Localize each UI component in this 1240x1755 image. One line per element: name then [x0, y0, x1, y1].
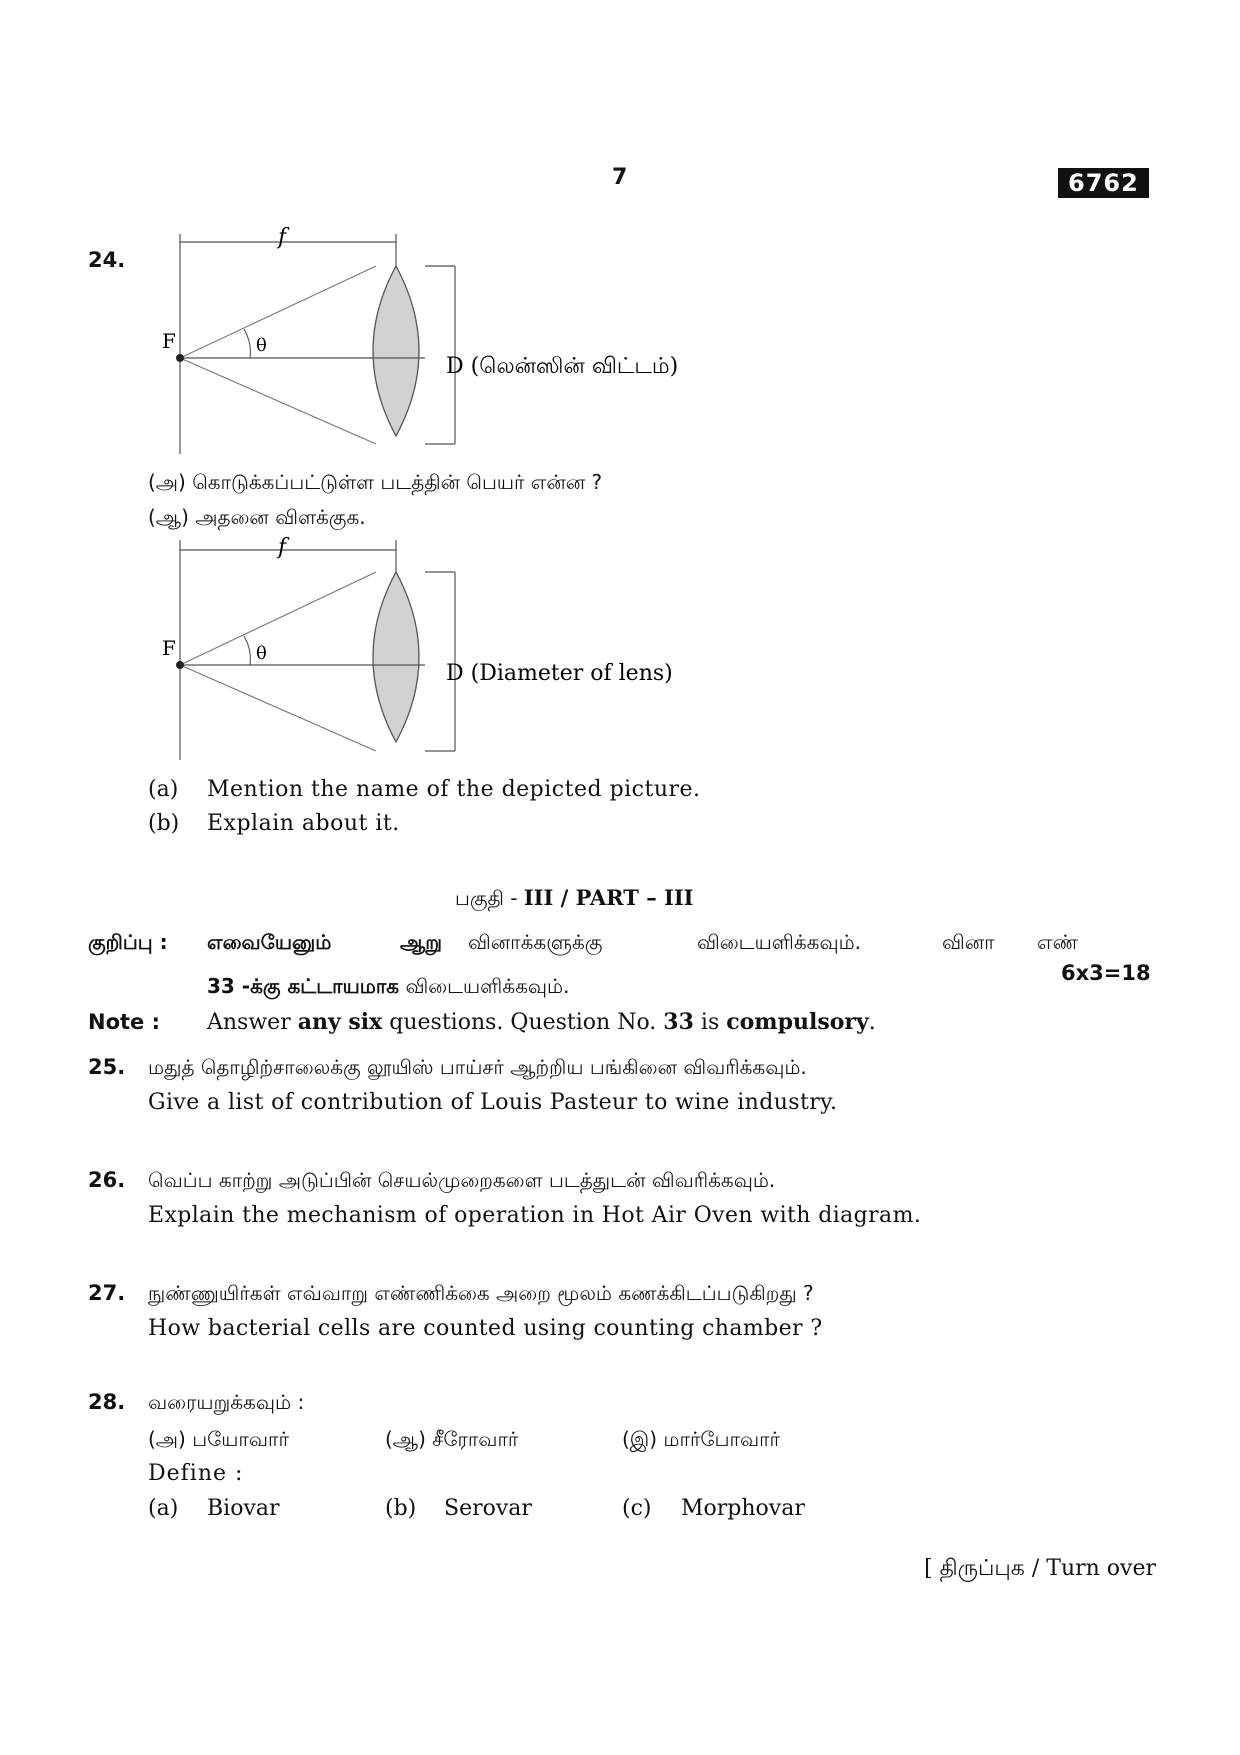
note-tamil-word-5: வினா — [942, 930, 995, 954]
question-number-26: 26. — [88, 1168, 126, 1192]
question-number-27: 27. — [88, 1281, 126, 1305]
q24-tamil-a: (அ) கொடுக்கப்பட்டுள்ள படத்தின் பெயர் என்ன ? — [148, 470, 603, 494]
q24-english-b: Explain about it. — [207, 811, 400, 836]
note-tamil-word-6: எண் — [1037, 930, 1079, 954]
note-english — [207, 1009, 876, 1035]
paper-code: 6762 — [1058, 168, 1149, 198]
focal-point-label: F — [162, 329, 176, 353]
focal-point — [176, 354, 184, 362]
lens-diagram-tamil — [140, 226, 860, 456]
question-28-english-marker-b: (b) — [385, 1496, 417, 1521]
lens-shape — [373, 572, 419, 742]
question-28-english-option-a: Biovar — [207, 1496, 280, 1521]
theta-arc — [244, 329, 250, 358]
question-28-english-option-c: Morphovar — [681, 1496, 805, 1521]
note-english-q33: 33 — [663, 1009, 694, 1035]
question-28-tamil-intro: வரையறுக்கவும் : — [148, 1390, 305, 1414]
theta-label: θ — [256, 335, 267, 356]
theta-arc — [244, 636, 250, 665]
note-english-compulsory: compulsory — [726, 1009, 869, 1035]
lens-diagram-english — [140, 535, 860, 765]
question-27-english: How bacterial cells are counted using counting chamber ? — [148, 1316, 823, 1341]
lens-shape — [373, 266, 419, 436]
question-26-tamil: வெப்ப காற்று அடுப்பின் செயல்முறைகளை படத்துடன் விவரிக்கவும். — [148, 1168, 776, 1192]
lower-ray — [180, 358, 376, 444]
section-marks: 6x3=18 — [1061, 961, 1151, 985]
question-28-english-option-b: Serovar — [444, 1496, 532, 1521]
part-heading — [455, 885, 693, 913]
question-26-english: Explain the mechanism of operation in Hot Air Oven with diagram. — [148, 1203, 922, 1228]
note-tamil-label: குறிப்பு : — [88, 930, 168, 954]
note-english-any-six: any six — [297, 1009, 383, 1035]
diameter-label: D (லென்ஸின் விட்டம்) — [446, 354, 679, 379]
q24-english-a-marker: (a) — [148, 777, 179, 802]
note-tamil-compulsory: 33 -க்கு கட்டாயமாக — [207, 974, 400, 998]
question-28-tamil-option-a: (அ) பயோவார் — [148, 1427, 289, 1451]
note-tamil-word-4: விடையளிக்கவும். — [697, 930, 862, 954]
theta-label: θ — [256, 643, 267, 664]
focal-point-label: F — [162, 636, 176, 660]
question-25-english: Give a list of contribution of Louis Pasteur to wine industry. — [148, 1090, 838, 1115]
note-english-part-3: questions. Question No. — [382, 1010, 664, 1035]
note-english-period: . — [868, 1010, 876, 1035]
q24-english-b-marker: (b) — [148, 811, 180, 836]
upper-ray — [180, 572, 376, 665]
question-28-tamil-option-c: (இ) மார்போவார் — [622, 1427, 780, 1451]
upper-ray — [180, 266, 376, 358]
lower-ray — [180, 665, 376, 751]
diameter-label: D (Diameter of lens) — [446, 661, 673, 686]
note-tamil-word-2: ஆறு — [400, 930, 443, 954]
f-label: f — [278, 535, 287, 560]
question-28-english-intro: Define : — [148, 1461, 244, 1486]
question-28-english-marker-c: (c) — [622, 1496, 652, 1521]
question-number-25: 25. — [88, 1055, 126, 1079]
focal-point — [176, 661, 184, 669]
turn-over-footer: [ திருப்புக / Turn over — [924, 1556, 1156, 1581]
question-28-tamil-option-b: (ஆ) சீரோவார் — [385, 1427, 519, 1451]
page-number: 7 — [612, 165, 628, 190]
note-english-part-5: is — [693, 1010, 727, 1035]
note-tamil-line-2 — [207, 974, 569, 1001]
question-number-24: 24. — [88, 248, 126, 272]
question-number-28: 28. — [88, 1390, 126, 1414]
note-english-label: Note : — [88, 1010, 160, 1034]
part-heading-tamil: பகுதி - — [455, 886, 524, 910]
question-25-tamil: மதுத் தொழிற்சாலைக்கு லூயிஸ் பாய்சர் ஆற்றிய பங்கினை விவரிக்கவும். — [148, 1055, 807, 1079]
question-27-tamil: நுண்ணுயிர்கள் எவ்வாறு எண்ணிக்கை அறை மூலம் கணக்கிடப்படுகிறது ? — [148, 1281, 814, 1305]
note-english-part-1: Answer — [207, 1010, 298, 1035]
question-28-english-marker-a: (a) — [148, 1496, 179, 1521]
q24-english-a: Mention the name of the depicted picture. — [207, 777, 701, 802]
f-label: f — [278, 225, 287, 250]
note-tamil-line-2-rest: விடையளிக்கவும். — [405, 974, 570, 998]
part-heading-english: III / PART – III — [523, 885, 694, 910]
note-tamil-word-1: எவையேனும் — [207, 930, 332, 954]
note-tamil-word-3: வினாக்களுக்கு — [468, 930, 603, 954]
q24-tamil-b: (ஆ) அதனை விளக்குக. — [148, 505, 366, 529]
